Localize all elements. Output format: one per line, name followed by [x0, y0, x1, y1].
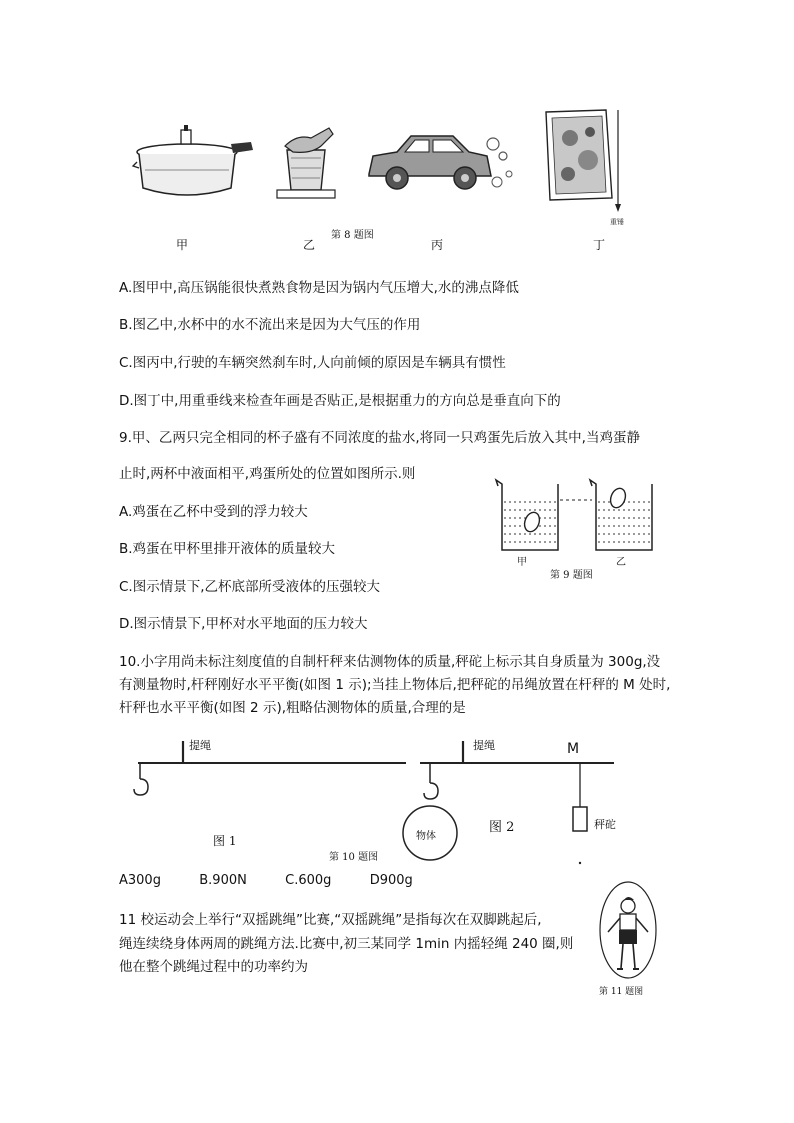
figure-8-label-yi: 乙 — [303, 238, 316, 252]
q10-option-b: B.900N — [199, 873, 247, 888]
fig2-caption: 图 2 — [489, 820, 515, 835]
q10-option-a: A300g — [119, 873, 161, 888]
q11-stem-line2: 绳连续绕身体两周的跳绳方法.比赛中,初三某同学 1min 内摇轻绳 240 圈,则 — [119, 936, 574, 952]
q9-stem-line2: 止时,两杯中液面相平,鸡蛋所处的位置如图所示.则 — [119, 466, 416, 482]
q10-option-d: D900g — [369, 873, 413, 888]
q11-stem-line1: 11 校运动会上举行“双摇跳绳”比赛,“双摇跳绳”是指每次在双脚跳起后, — [119, 912, 542, 928]
painting-plumb-drawing — [540, 108, 630, 228]
q9-option-a: A.鸡蛋在乙杯中受到的浮力较大 — [119, 504, 308, 520]
q8-option-c: C.图丙中,行驶的车辆突然刹车时,人向前倾的原因是车辆具有惯性 — [119, 355, 506, 371]
figure-9-label-jia: 甲 — [517, 557, 527, 568]
fig1-rope-label: 提绳 — [189, 739, 211, 752]
pressure-cooker-drawing — [135, 122, 260, 204]
figure-8-caption: 第 8 题图 — [331, 230, 374, 241]
q8-option-d: D.图丁中,用重垂线来检查年画是否贴正,是根据重力的方向总是垂直向下的 — [119, 393, 561, 409]
q10-stem-line3: 杆秤也水平平衡(如图 2 示),粗略估测物体的质量,合理的是 — [119, 700, 466, 716]
steelyard-fig2-drawing — [418, 735, 618, 865]
q10-stem-line1: 10.小字用尚未标注刻度值的自制杆秤来估测物体的质量,秤砣上标示其自身质量为 300g,没 — [119, 654, 661, 670]
q9-option-b: B.鸡蛋在甲杯里排开液体的质量较大 — [119, 541, 336, 557]
figure-9-label-yi: 乙 — [616, 557, 626, 568]
steelyard-fig1-drawing — [130, 735, 410, 805]
q10-option-c: C.600g — [285, 873, 332, 888]
beakers-drawing — [492, 476, 662, 556]
fig2-object-label: 物体 — [416, 831, 436, 842]
plumb-label: 重锤 — [610, 218, 624, 226]
jump-rope-drawing — [596, 880, 660, 984]
q9-option-d: D.图示情景下,甲杯对水平地面的压力较大 — [119, 616, 368, 632]
q8-option-b: B.图乙中,水杯中的水不流出来是因为大气压的作用 — [119, 317, 421, 333]
q10-stem-line2: 有测量物时,杆秤刚好水平平衡(如图 1 示);当挂上物体后,把秤砣的吊绳放置在杆秤的 M 处时, — [119, 677, 671, 693]
car-drawing — [367, 134, 517, 196]
fig2-weight-label: 秤砣 — [594, 818, 616, 831]
inverted-cup-drawing — [277, 128, 337, 208]
q9-stem-line1: 9.甲、乙两只完全相同的杯子盛有不同浓度的盐水,将同一只鸡蛋先后放入其中,当鸡蛋静 — [119, 430, 640, 446]
fig2-m-label: M — [567, 741, 580, 757]
figure-11-caption: 第 11 题图 — [599, 987, 644, 997]
q8-option-a: A.图甲中,高压锅能很快煮熟食物是因为锅内气压增大,水的沸点降低 — [119, 280, 519, 296]
figure-8-label-bing: 丙 — [431, 238, 444, 252]
q9-option-c: C.图示情景下,乙杯底部所受液体的压强较大 — [119, 579, 381, 595]
fig1-caption: 图 1 — [213, 834, 237, 848]
figure-10-caption: 第 10 题图 — [329, 852, 379, 863]
q10-options — [119, 873, 413, 888]
figure-8-label-jia: 甲 — [176, 238, 189, 252]
fig2-rope-label: 提绳 — [473, 739, 495, 752]
q11-stem-line3: 他在整个跳绳过程中的功率约为 — [119, 959, 308, 975]
figure-9-caption: 第 9 题图 — [550, 570, 593, 581]
figure-8-label-ding: 丁 — [593, 238, 606, 252]
